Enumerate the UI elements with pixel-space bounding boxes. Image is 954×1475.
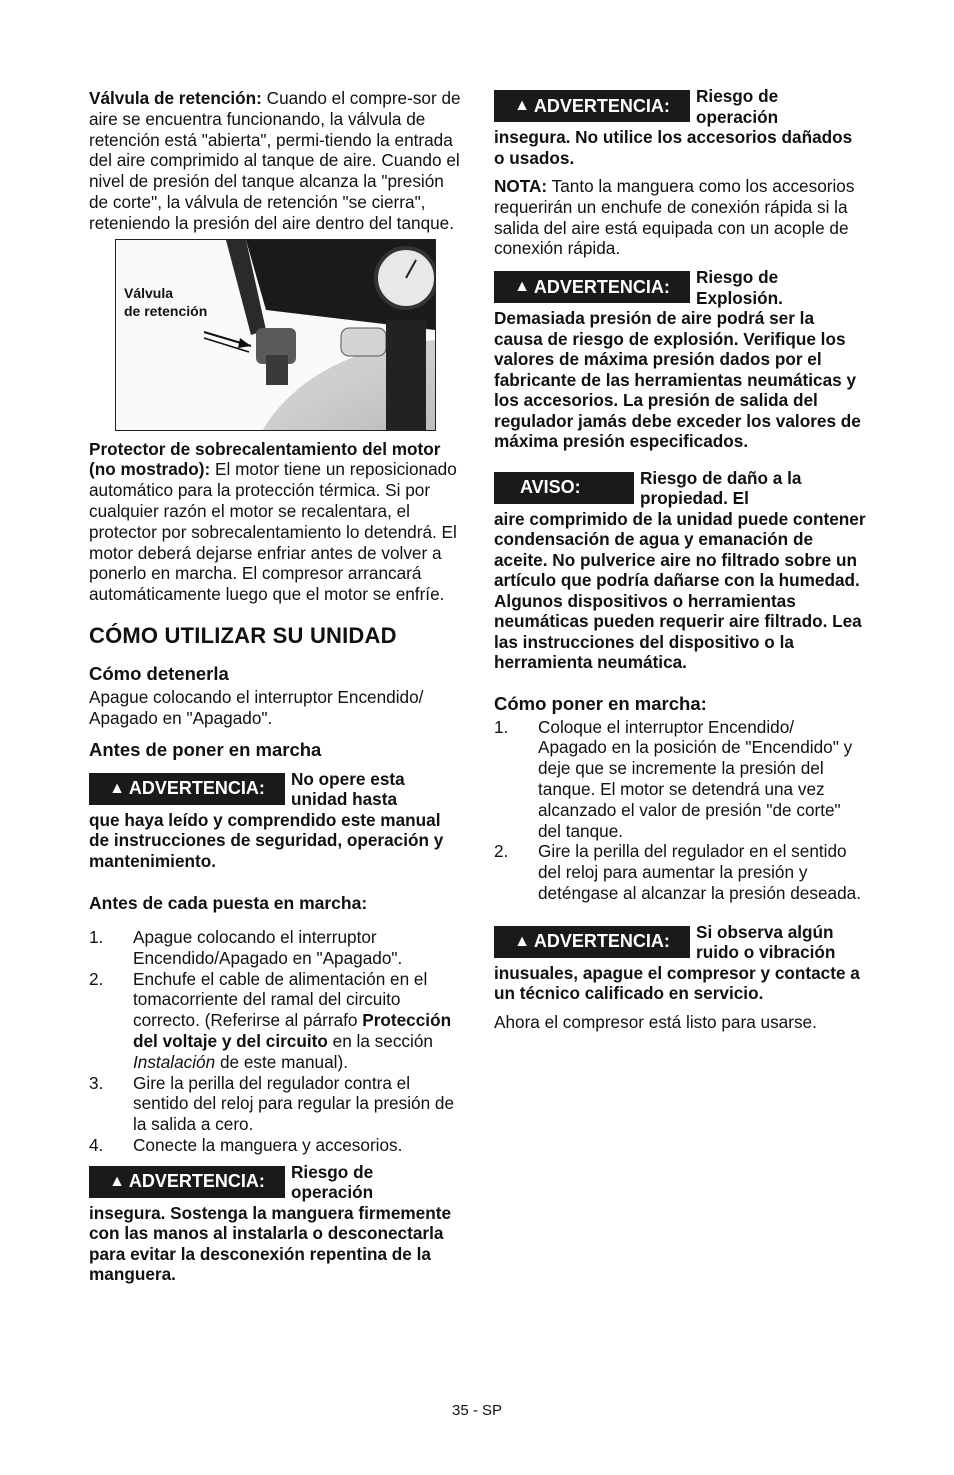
list-number: 4.: [89, 1135, 104, 1156]
warning-rest-text: insegura. No utilice los accesorios dañados o usados.: [494, 127, 853, 168]
note-text: Tanto la manguera como los accesorios requerirán un enchufe de conexión rápida si la salida del aire está equipada con un acople de conexión rápida.: [494, 176, 855, 259]
warning-badge: [494, 90, 690, 122]
list-text: Gire la perilla del regulador en el sentido del reloj para aumentar la presión y deténgase al alcanzar la presión deseada.: [538, 841, 861, 904]
start-heading: Cómo poner en marcha:: [494, 692, 707, 714]
photo-label-line1: Válvula: [124, 284, 174, 301]
noise-warning: [494, 921, 866, 963]
list-text-bold: Protección del voltaje y del circuito: [133, 1010, 452, 1052]
notice-rest-text: aire comprimido de la unidad puede contener condensación de agua y emanación de aceite. No pulverice aire no filtrado sobre un artículo que podría dañarse con la humedad. Algunos dispositivos o herramientas neumáticas pueden requerir aire filtrado. Lea las instrucciones del dispositivo o la herramienta neumática.: [494, 508, 866, 673]
list-item: [89, 969, 461, 1073]
warning-badge-label: ADVERTENCIA:: [533, 276, 670, 297]
notice-badge-label: AVISO:: [520, 477, 581, 498]
warning-badge: [89, 773, 285, 805]
list-item: [89, 1073, 461, 1135]
warning-badge-label: ADVERTENCIA:: [128, 778, 265, 799]
warning-triangle-icon: ▲: [514, 97, 530, 114]
hose-warning: [89, 1161, 461, 1203]
stop-heading: Cómo detenerla: [89, 662, 229, 684]
list-text: Gire la perilla del regulador contra el sentido del reloj para regular la presión de la salida a cero.: [133, 1072, 455, 1135]
right-column: [494, 88, 866, 1033]
list-text: en la sección: [327, 1031, 433, 1052]
list-item: [89, 1135, 461, 1156]
warning-triangle-icon: ▲: [514, 278, 530, 296]
warning-side-text: Riesgo de Explosión.: [696, 267, 783, 308]
list-item: [494, 717, 866, 842]
warning-side-text: No opere esta unidad hasta: [291, 768, 405, 810]
before-start-warning: [89, 768, 461, 810]
list-number: 1.: [89, 927, 104, 948]
list-item: [89, 927, 461, 969]
overheat-label: Protector de sobrecalentamiento del motor (no mostrado):: [89, 438, 441, 480]
list-text: Apague colocando el interruptor Encendido/Apagado en "Apagado".: [133, 927, 403, 968]
list-number: 2.: [494, 841, 509, 862]
note-label: NOTA:: [494, 176, 548, 196]
ready-text: Ahora el compresor está listo para usarse.: [494, 1011, 817, 1032]
list-text: Coloque el interruptor Encendido/ Apagado en la posición de "Encendido" y deje que se incremente la presión del tanque. El motor se detendrá una vez alcanzado el valor de presión "de corte" del tanque.: [538, 716, 853, 841]
section-title: CÓMO UTILIZAR SU UNIDAD: [89, 622, 397, 648]
left-column: [89, 88, 461, 1285]
accessories-warning: [494, 86, 866, 127]
warning-side-text: Si observa algún ruido o vibración: [696, 921, 836, 963]
warning-badge: [494, 271, 690, 303]
warning-triangle-icon: ▲: [109, 779, 125, 797]
overheat-paragraph: [89, 439, 461, 605]
warning-badge-label: ADVERTENCIA:: [533, 931, 670, 952]
notice-block: [494, 467, 866, 509]
list-text-italic: Instalación: [133, 1051, 216, 1072]
warning-badge: [494, 926, 690, 958]
note-paragraph: [494, 176, 866, 259]
each-start-heading: Antes de cada puesta en marcha:: [89, 893, 368, 914]
before-start-heading: Antes de poner en marcha: [89, 738, 322, 760]
compressor-illustration: [116, 240, 435, 430]
warning-side-text: Riesgo de operación: [696, 86, 779, 127]
photo-label-line2: de retención: [124, 302, 208, 319]
page-number: 35 - SP: [451, 1402, 503, 1419]
list-number: 1.: [494, 716, 509, 737]
warning-rest-text: que haya leído y comprendido este manual de instrucciones de seguridad, operación y mantenimiento.: [89, 809, 444, 871]
check-valve-photo: [115, 239, 436, 431]
check-valve-text: Cuando el compre-sor de aire se encuentra funcionando, la válvula de retención está "abierta", permi-tiendo la entrada del aire comprimido al tanque de aire. Cuando el nivel de presión del tanque alcanza la "presión de corte", la válvula de retención "se cierra", reteniendo la presión del aire dentro del tanque.: [89, 88, 461, 233]
list-text: Enchufe el cable de alimentación en el tomacorriente del ramal del circuito correcto. (Referirse al párrafo: [133, 968, 428, 1031]
warning-triangle-icon: ▲: [109, 1172, 125, 1190]
warning-rest-text: inusuales, apague el compresor y contacte a un técnico calificado en servicio.: [494, 962, 860, 1004]
warning-badge-label: ADVERTENCIA:: [128, 1171, 265, 1192]
check-valve-label: Válvula de retención:: [89, 88, 262, 108]
warning-badge-label: ADVERTENCIA:: [533, 95, 670, 116]
list-number: 2.: [89, 968, 104, 989]
notice-badge: [494, 472, 634, 504]
photo-label: [124, 284, 207, 320]
list-number: 3.: [89, 1072, 104, 1093]
stop-text: Apague colocando el interruptor Encendido/ Apagado en "Apagado".: [89, 686, 424, 728]
warning-rest-text: Demasiada presión de aire podrá ser la causa de riesgo de explosión. Verifique los valores de máxima presión dados por el fabricante de las herramientas neumáticas y los accesorios. La presión de salida del regulador jamás debe exceder los valores de máxima presión especificados.: [494, 308, 861, 452]
overheat-text: El motor tiene un reposicionado automático para la protección térmica. Si por cualquier razón el motor se recalentara, el protector por sobrecalentamiento lo detendrá. El motor deberá dejarse enfriar antes de volver a ponerlo en marcha. El compresor arrancará automáticamente luego que el motor se enfríe.: [89, 459, 457, 605]
warning-rest-text: insegura. Sostenga la manguera firmemente con las manos al instalarla o desconectarla para evitar la desconexión repentina de la manguera.: [89, 1202, 452, 1285]
warning-badge: [89, 1166, 285, 1198]
explosion-warning: [494, 267, 866, 308]
start-list: [494, 717, 866, 904]
warning-triangle-icon: ▲: [514, 932, 530, 950]
warning-side-text: Riesgo de operación: [291, 1161, 374, 1203]
notice-side-text: Riesgo de daño a la propiedad. El: [640, 467, 802, 509]
list-text: Conecte la manguera y accesorios.: [133, 1135, 403, 1156]
each-start-list: [89, 927, 461, 1156]
list-item: [494, 841, 866, 903]
list-text: de este manual).: [215, 1051, 348, 1072]
check-valve-paragraph: [89, 88, 461, 234]
